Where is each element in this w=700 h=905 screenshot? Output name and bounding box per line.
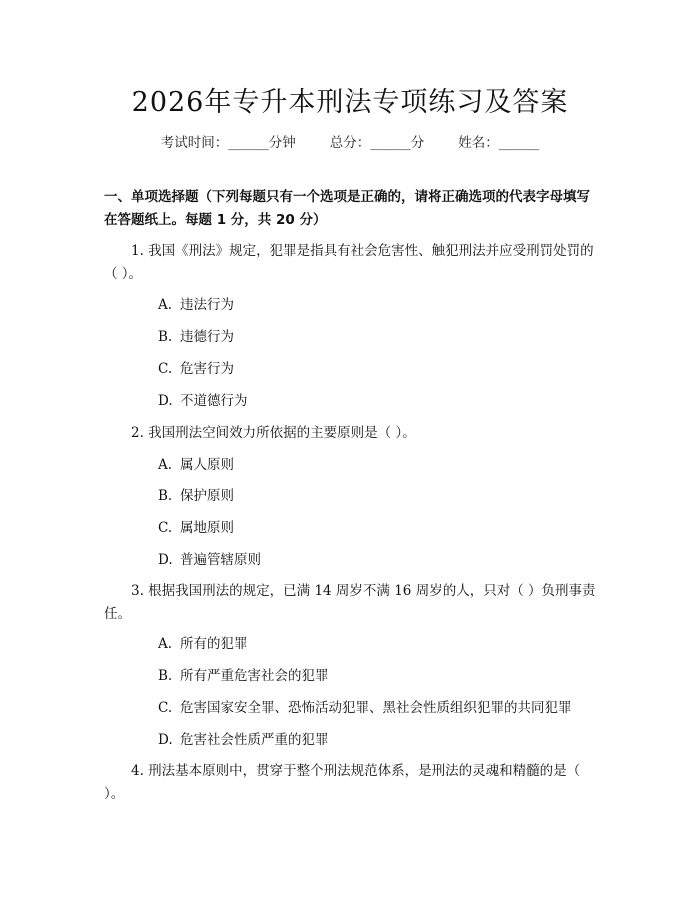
question-1: 1. 我国《刑法》规定，犯罪是指具有社会危害性、触犯刑法并应受刑罚处罚的（ ）。 (104, 243, 594, 282)
option-letter: B. (158, 329, 173, 345)
question-3: 3. 根据我国刑法的规定，已满 14 周岁不满 16 周岁的人，只对（ ）负刑事责任。 (104, 583, 596, 622)
option-text: 属地原则 (180, 520, 234, 536)
question-3-option-a (158, 634, 248, 654)
question-2: 2. 我国刑法空间效力所依据的主要原则是（ ）。 (131, 425, 416, 441)
question-1-option-b (158, 327, 234, 347)
question-3-option-b (158, 666, 329, 686)
option-text: 不道德行为 (180, 393, 248, 409)
question-2-option-b (158, 486, 234, 506)
document-title: 2026年专升本刑法专项练习及答案 (131, 87, 569, 118)
question-1-option-c (158, 359, 234, 379)
option-letter: A. (158, 457, 173, 473)
option-text: 所有的犯罪 (180, 636, 248, 652)
option-text: 危害行为 (180, 361, 234, 377)
question-3-option-d (158, 730, 329, 750)
student-name: 姓名：______ (458, 135, 540, 151)
option-letter: B. (158, 488, 173, 504)
option-text: 危害社会性质严重的犯罪 (180, 732, 329, 748)
option-letter: A. (158, 297, 173, 313)
option-text: 违法行为 (180, 297, 234, 313)
option-text: 违德行为 (180, 329, 234, 345)
option-letter: C. (158, 520, 173, 536)
question-3-option-c (158, 698, 572, 718)
section-heading: 一、单项选择题（下列每题只有一个选项是正确的，请将正确选项的代表字母填写在答题纸上。每题 1 分，共 20 分） (104, 189, 590, 228)
exam-time: 考试时间：______分钟 (160, 135, 296, 151)
question-4: 4. 刑法基本原则中，贯穿于整个刑法规范体系，是刑法的灵魂和精髓的是（ ）。 (104, 763, 581, 802)
question-1-option-a (158, 295, 234, 315)
option-letter: C. (158, 361, 173, 377)
total-score: 总分：______分 (329, 135, 425, 151)
option-text: 普遍管辖原则 (180, 552, 261, 568)
option-text: 危害国家安全罪、恐怖活动犯罪、黑社会性质组织犯罪的共同犯罪 (180, 700, 572, 716)
option-letter: D. (158, 732, 173, 748)
question-1-option-d (158, 391, 248, 411)
option-letter: B. (158, 668, 173, 684)
question-2-option-c (158, 518, 234, 538)
option-letter: D. (158, 552, 173, 568)
option-letter: D. (158, 393, 173, 409)
option-letter: A. (158, 636, 173, 652)
option-text: 保护原则 (180, 488, 234, 504)
option-letter: C. (158, 700, 173, 716)
question-2-option-d (158, 550, 261, 570)
question-2-option-a (158, 455, 234, 475)
option-text: 所有严重危害社会的犯罪 (180, 668, 329, 684)
exam-meta (0, 131, 700, 151)
option-text: 属人原则 (180, 457, 234, 473)
